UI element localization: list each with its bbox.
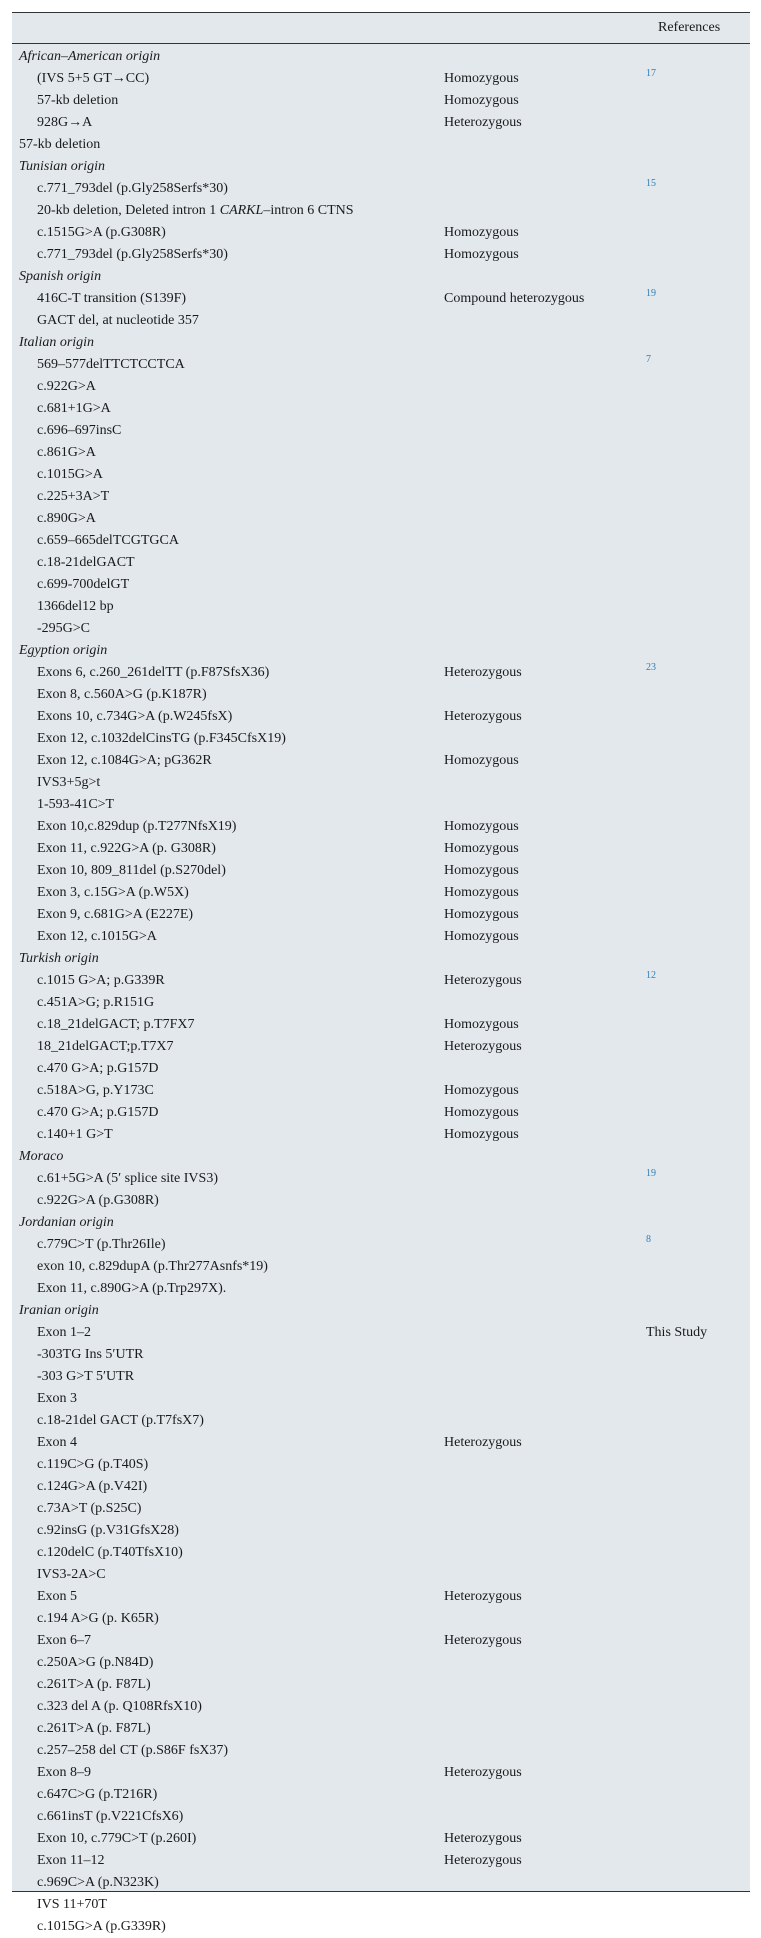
zygosity-cell: Heterozygous	[444, 1589, 522, 1604]
reference-cell: This Study	[646, 1325, 708, 1340]
table-row	[12, 1366, 750, 1388]
table-row	[12, 244, 750, 266]
zygosity-cell: Heterozygous	[444, 1853, 522, 1868]
mutation-cell: c.250A>G (p.N84D)	[37, 1655, 154, 1670]
mutation-cell: 18_21delGACT;p.T7X7	[37, 1039, 174, 1054]
table-row	[12, 1674, 750, 1696]
table-row	[12, 926, 750, 948]
mutation-cell: 416C-T transition (S139F)	[37, 291, 187, 306]
mutation-cell: c.681+1G>A	[37, 401, 111, 416]
table-row	[12, 574, 750, 596]
table-row	[12, 596, 750, 618]
table-row	[12, 1608, 750, 1630]
mutation-cell: Exon 5	[37, 1589, 78, 1604]
table-row	[12, 1036, 750, 1058]
origin-group-label: Tunisian origin	[19, 159, 105, 174]
table-row	[12, 1256, 750, 1278]
mutation-cell: c.61+5G>A (5′ splice site IVS3)	[37, 1171, 218, 1186]
table-row	[12, 1168, 750, 1190]
table-header	[12, 13, 750, 44]
mutation-cell: c.922G>A	[37, 379, 96, 394]
reference-link[interactable]: 19	[646, 288, 656, 299]
zygosity-cell: Heterozygous	[444, 1435, 522, 1450]
mutation-cell: (IVS 5+5 GT→CC)	[37, 71, 150, 86]
mutation-cell: c.699-700delGT	[37, 577, 130, 592]
group-heading-row	[12, 266, 750, 288]
zygosity-cell: Homozygous	[444, 841, 519, 856]
table-row	[12, 618, 750, 640]
mutation-cell: c.861G>A	[37, 445, 96, 460]
mutation-cell: Exon 10, 809_811del (p.S270del)	[37, 863, 226, 878]
mutation-cell: Exon 4	[37, 1435, 78, 1450]
group-heading-row	[12, 332, 750, 354]
table-row	[12, 1520, 750, 1542]
mutation-cell: c.1515G>A (p.G308R)	[37, 225, 166, 240]
mutation-cell: Exons 6, c.260_261delTT (p.F87SfsX36)	[37, 665, 270, 680]
table-row	[12, 662, 750, 684]
mutation-cell: c.261T>A (p. F87L)	[37, 1721, 151, 1736]
table-row	[12, 1916, 750, 1938]
table-row	[12, 772, 750, 794]
table-row	[12, 838, 750, 860]
table-row	[12, 1388, 750, 1410]
table-row	[12, 728, 750, 750]
mutation-cell: IVS 11+70T	[37, 1897, 107, 1912]
table-row	[12, 1410, 750, 1432]
zygosity-cell: Homozygous	[444, 863, 519, 878]
mutation-cell	[37, 200, 354, 222]
table-row	[12, 1586, 750, 1608]
table-row	[12, 464, 750, 486]
table-row	[12, 200, 750, 222]
mutation-cell: c.451A>G; p.R151G	[37, 995, 155, 1010]
table-row	[12, 1740, 750, 1762]
table-row	[12, 1894, 750, 1916]
zygosity-cell: Heterozygous	[444, 1039, 522, 1054]
mutation-cell: IVS3-2A>C	[37, 1567, 106, 1582]
mutation-cell: c.969C>A (p.N323K)	[37, 1875, 159, 1890]
table-row	[12, 750, 750, 772]
table-row	[12, 1872, 750, 1894]
table-row	[12, 1322, 750, 1344]
mutation-cell: -295G>C	[37, 621, 91, 636]
reference-link[interactable]: 19	[646, 1168, 656, 1179]
table-row	[12, 508, 750, 530]
origin-group-label: Jordanian origin	[19, 1215, 114, 1230]
zygosity-cell: Homozygous	[444, 819, 519, 834]
mutation-cell: c.92insG (p.V31GfsX28)	[37, 1523, 179, 1538]
zygosity-cell: Heterozygous	[444, 1765, 522, 1780]
table-row	[12, 816, 750, 838]
table-row	[12, 1806, 750, 1828]
zygosity-cell: Homozygous	[444, 907, 519, 922]
mutation-cell: Exons 10, c.734G>A (p.W245fsX)	[37, 709, 233, 724]
mutation-cell: 928G→A	[37, 115, 93, 130]
mutation-cell: c.661insT (p.V221CfsX6)	[37, 1809, 184, 1824]
mutation-cell: 1-593-41C>T	[37, 797, 115, 812]
table-row	[12, 1476, 750, 1498]
mutation-cell: c.771_793del (p.Gly258Serfs*30)	[37, 247, 228, 262]
table-row	[12, 1828, 750, 1850]
reference-link[interactable]: 12	[646, 970, 656, 981]
reference-link[interactable]: 23	[646, 662, 656, 673]
table-row	[12, 1102, 750, 1124]
mutation-cell: 57-kb deletion	[19, 137, 101, 152]
zygosity-cell: Homozygous	[444, 93, 519, 108]
group-heading-row	[12, 46, 750, 68]
mutation-cell: c.257–258 del CT (p.S86F fsX37)	[37, 1743, 229, 1758]
table-row	[12, 1630, 750, 1652]
zygosity-cell: Heterozygous	[444, 115, 522, 130]
table-row	[12, 684, 750, 706]
table-row	[12, 1432, 750, 1454]
mutation-table	[12, 12, 750, 1934]
table-row	[12, 970, 750, 992]
table-row	[12, 794, 750, 816]
mutation-cell: c.18_21delGACT; p.T7FX7	[37, 1017, 195, 1032]
mutation-cell: Exon 8–9	[37, 1765, 92, 1780]
zygosity-cell: Homozygous	[444, 71, 519, 86]
table-row	[12, 1696, 750, 1718]
mutation-cell: c.470 G>A; p.G157D	[37, 1105, 159, 1120]
table-row	[12, 178, 750, 200]
table-row	[12, 288, 750, 310]
mutation-cell: Exon 11–12	[37, 1853, 105, 1868]
table-row	[12, 1278, 750, 1300]
table-row	[12, 442, 750, 464]
table-row	[12, 530, 750, 552]
origin-group-label: Italian origin	[19, 335, 95, 350]
mutation-cell: c.140+1 G>T	[37, 1127, 113, 1142]
origin-group-label: Moraco	[19, 1149, 64, 1164]
mutation-cell: c.922G>A (p.G308R)	[37, 1193, 159, 1208]
zygosity-cell: Homozygous	[444, 1105, 519, 1120]
table-row	[12, 1190, 750, 1212]
mutation-cell: Exon 6–7	[37, 1633, 92, 1648]
table-row	[12, 112, 750, 134]
table-row	[12, 354, 750, 376]
zygosity-cell: Homozygous	[444, 929, 519, 944]
mutation-cell: Exon 3	[37, 1391, 78, 1406]
mutation-cell: Exon 11, c.922G>A (p. G308R)	[37, 841, 216, 856]
mutation-cell: c.323 del A (p. Q108RfsX10)	[37, 1699, 202, 1714]
mutation-cell: Exon 12, c.1084G>A; pG362R	[37, 753, 212, 768]
group-heading-row	[12, 640, 750, 662]
table-row	[12, 1542, 750, 1564]
mutation-cell: c.1015G>A (p.G339R)	[37, 1919, 166, 1934]
origin-group-label: African–American origin	[19, 49, 161, 64]
mutation-cell: c.659–665delTCGTGCA	[37, 533, 179, 548]
mutation-cell: c.1015G>A	[37, 467, 103, 482]
mutation-cell: c.194 A>G (p. K65R)	[37, 1611, 159, 1626]
table-row	[12, 420, 750, 442]
zygosity-cell: Homozygous	[444, 1127, 519, 1142]
zygosity-cell: Homozygous	[444, 225, 519, 240]
table-row	[12, 1234, 750, 1256]
zygosity-cell: Homozygous	[444, 247, 519, 262]
zygosity-cell: Compound heterozygous	[444, 291, 585, 306]
origin-group-label: Spanish origin	[19, 269, 102, 284]
mutation-cell: Exon 8, c.560A>G (p.K187R)	[37, 687, 207, 702]
reference-link[interactable]: 17	[646, 68, 656, 79]
mutation-cell: c.470 G>A; p.G157D	[37, 1061, 159, 1076]
mutation-cell-part: CARKL	[219, 203, 264, 218]
mutation-cell: c.120delC (p.T40TfsX10)	[37, 1545, 183, 1560]
table-row	[12, 1652, 750, 1674]
table-row	[12, 882, 750, 904]
origin-group-label: Iranian origin	[19, 1303, 99, 1318]
mutation-cell: c.119C>G (p.T40S)	[37, 1457, 149, 1472]
zygosity-cell: Homozygous	[444, 753, 519, 768]
zygosity-cell: Heterozygous	[444, 665, 522, 680]
mutation-cell: Exon 10,c.829dup (p.T277NfsX19)	[37, 819, 237, 834]
zygosity-cell: Homozygous	[444, 1083, 519, 1098]
mutation-cell: Exon 12, c.1032delCinsTG (p.F345CfsX19)	[37, 731, 286, 746]
table-row	[12, 706, 750, 728]
group-heading-row	[12, 1300, 750, 1322]
mutation-cell: IVS3+5g>t	[37, 775, 101, 790]
reference-link[interactable]: 7	[646, 354, 651, 365]
table-row	[12, 1718, 750, 1740]
mutation-cell: c.779C>T (p.Thr26Ile)	[37, 1237, 166, 1252]
mutation-cell: Exon 11, c.890G>A (p.Trp297X).	[37, 1281, 227, 1296]
table-row	[12, 376, 750, 398]
zygosity-cell: Heterozygous	[444, 973, 522, 988]
table-row	[12, 134, 750, 156]
origin-group-label: Turkish origin	[19, 951, 99, 966]
origin-group-label: Egyption origin	[19, 643, 108, 658]
mutation-cell: GACT del, at nucleotide 357	[37, 313, 199, 328]
mutation-cell: c.518A>G, p.Y173C	[37, 1083, 154, 1098]
table-row	[12, 1784, 750, 1806]
mutation-cell: Exon 10, c.779C>T (p.260I)	[37, 1831, 197, 1846]
mutation-cell: -303TG Ins 5′UTR	[37, 1347, 144, 1362]
zygosity-cell: Homozygous	[444, 1017, 519, 1032]
table-row	[12, 1762, 750, 1784]
mutation-cell: c.225+3A>T	[37, 489, 110, 504]
table-row	[12, 1344, 750, 1366]
mutation-cell: c.73A>T (p.S25C)	[37, 1501, 142, 1516]
mutation-cell: c.18-21del GACT (p.T7fsX7)	[37, 1413, 204, 1428]
reference-link[interactable]: 8	[646, 1234, 651, 1245]
mutation-cell: c.696–697insC	[37, 423, 122, 438]
table-row	[12, 1058, 750, 1080]
mutation-cell: 1366del12 bp	[37, 599, 114, 614]
zygosity-cell: Heterozygous	[444, 1633, 522, 1648]
table-row	[12, 222, 750, 244]
table-row	[12, 1498, 750, 1520]
mutation-cell: exon 10, c.829dupA (p.Thr277Asnfs*19)	[37, 1259, 268, 1274]
table-row	[12, 1014, 750, 1036]
mutation-cell-part: –intron 6 CTNS	[263, 203, 354, 218]
table-row	[12, 310, 750, 332]
group-heading-row	[12, 1146, 750, 1168]
mutation-cell: c.647C>G (p.T216R)	[37, 1787, 158, 1802]
table-row	[12, 1080, 750, 1102]
table-row	[12, 1564, 750, 1586]
group-heading-row	[12, 156, 750, 178]
group-heading-row	[12, 1212, 750, 1234]
table-row	[12, 904, 750, 926]
zygosity-cell: Homozygous	[444, 885, 519, 900]
zygosity-cell: Heterozygous	[444, 709, 522, 724]
table-row	[12, 1850, 750, 1872]
mutation-cell: c.261T>A (p. F87L)	[37, 1677, 151, 1692]
table-row	[12, 90, 750, 112]
mutation-cell: -303 G>T 5′UTR	[37, 1369, 135, 1384]
mutation-cell: Exon 3, c.15G>A (p.W5X)	[37, 885, 189, 900]
table-row	[12, 860, 750, 882]
table-row	[12, 68, 750, 90]
mutation-cell: c.771_793del (p.Gly258Serfs*30)	[37, 181, 228, 196]
zygosity-cell: Heterozygous	[444, 1831, 522, 1846]
mutation-cell: 569–577delTTCTCCTCA	[37, 357, 185, 372]
table-row	[12, 992, 750, 1014]
mutation-cell: Exon 9, c.681G>A (E227E)	[37, 907, 194, 922]
group-heading-row	[12, 948, 750, 970]
mutation-cell: Exon 1–2	[37, 1325, 92, 1340]
table-body	[12, 44, 750, 1938]
mutation-cell: Exon 12, c.1015G>A	[37, 929, 157, 944]
mutation-cell: 57-kb deletion	[37, 93, 119, 108]
mutation-cell: c.890G>A	[37, 511, 96, 526]
references-header: References	[658, 20, 721, 35]
reference-link[interactable]: 15	[646, 178, 656, 189]
table-row	[12, 1454, 750, 1476]
mutation-cell: c.124G>A (p.V42I)	[37, 1479, 148, 1494]
table-row	[12, 486, 750, 508]
mutation-cell-part: 20-kb deletion, Deleted intron 1	[37, 203, 220, 218]
mutation-cell: c.18-21delGACT	[37, 555, 135, 570]
table-row	[12, 552, 750, 574]
table-row	[12, 1124, 750, 1146]
table-row	[12, 398, 750, 420]
mutation-cell: c.1015 G>A; p.G339R	[37, 973, 165, 988]
